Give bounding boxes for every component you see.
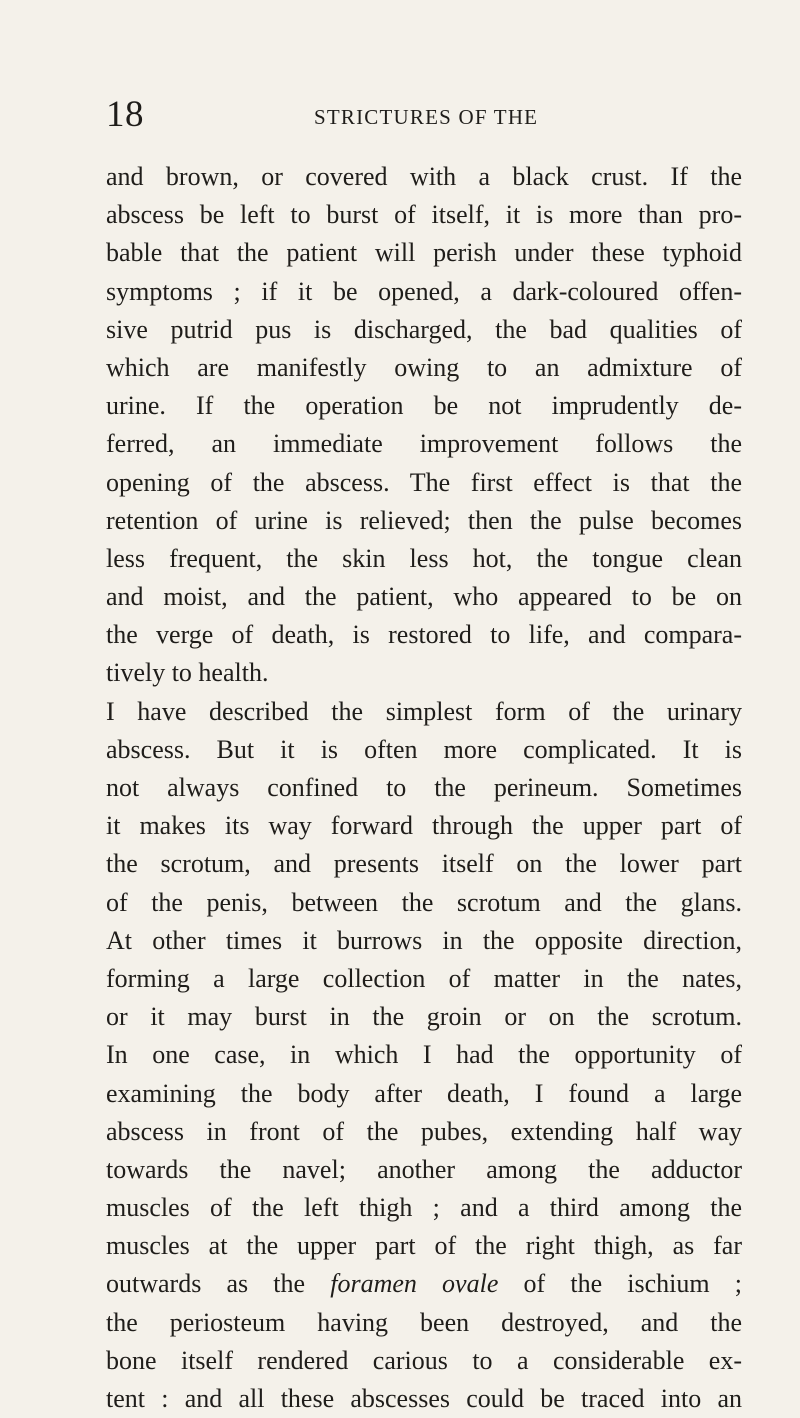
text-line: it makes its way forward through the upper part of bbox=[106, 811, 742, 841]
text-line: abscess. But it is often more complicated. It is bbox=[106, 734, 742, 764]
body-text bbox=[106, 158, 742, 1418]
text-line: not always confined to the perineum. Sometimes bbox=[106, 773, 742, 802]
text-line: opening of the abscess. The first effect is that the bbox=[106, 467, 742, 497]
text-line: muscles of the left thigh ; and a third among the bbox=[106, 1193, 742, 1223]
text-line: or it may burst in the groin or on the scrotum. bbox=[106, 1002, 742, 1032]
text-line: the periosteum having been destroyed, and the bbox=[106, 1307, 742, 1337]
text-line: and brown, or covered with a black crust. If the bbox=[106, 162, 742, 191]
text-line: symptoms ; if it be opened, a dark-coloured offen- bbox=[106, 276, 742, 306]
text-line: the verge of death, is restored to life, and compara- bbox=[106, 620, 742, 650]
text-line-with-italic bbox=[106, 1265, 742, 1303]
text-line: ferred, an immediate improvement follows the bbox=[106, 429, 742, 459]
paragraph-start-line: I have described the simplest form of the urinary bbox=[106, 696, 742, 726]
text-line: urine. If the operation be not imprudently de- bbox=[106, 391, 742, 421]
running-head: STRICTURES OF THE bbox=[314, 105, 539, 129]
text-line: sive putrid pus is discharged, the bad qualities of bbox=[106, 314, 742, 344]
page-header bbox=[0, 95, 800, 145]
text-line: bone itself rendered carious to a considerable ex- bbox=[106, 1345, 742, 1375]
text-line: forming a large collection of matter in the nates, bbox=[106, 963, 742, 993]
text-line: abscess be left to burst of itself, it is more than pro- bbox=[106, 200, 742, 230]
italic-term-foramen-ovale: foramen ovale bbox=[330, 1269, 499, 1299]
text-line: examining the body after death, I found a large bbox=[106, 1078, 742, 1108]
text-line: tent : and all these abscesses could be traced into an bbox=[106, 1384, 742, 1413]
text-line: and moist, and the patient, who appeared to be on bbox=[106, 582, 742, 612]
text-line: abscess in front of the pubes, extending half way bbox=[106, 1116, 742, 1146]
text-line: In one case, in which I had the opportunity of bbox=[106, 1040, 742, 1070]
text-line: less frequent, the skin less hot, the tongue clean bbox=[106, 543, 742, 573]
page-number: 18 bbox=[106, 94, 144, 135]
text-line: of the penis, between the scrotum and the glans. bbox=[106, 887, 742, 917]
text-line: the scrotum, and presents itself on the lower part bbox=[106, 849, 742, 879]
text-line: retention of urine is relieved; then the pulse becomes bbox=[106, 505, 742, 535]
text-line: bable that the patient will perish under these typhoid bbox=[106, 238, 742, 268]
text-line: towards the navel; another among the adductor bbox=[106, 1154, 742, 1184]
text-line: At other times it burrows in the opposite direction, bbox=[106, 925, 742, 955]
text-line: which are manifestly owing to an admixture of bbox=[106, 352, 742, 382]
text-line: muscles at the upper part of the right thigh, as far bbox=[106, 1231, 742, 1261]
paragraph-end-line: tively to health. bbox=[106, 658, 269, 688]
text-segment: outwards as the bbox=[106, 1269, 306, 1299]
text-segment: of the ischium ; bbox=[523, 1269, 742, 1299]
